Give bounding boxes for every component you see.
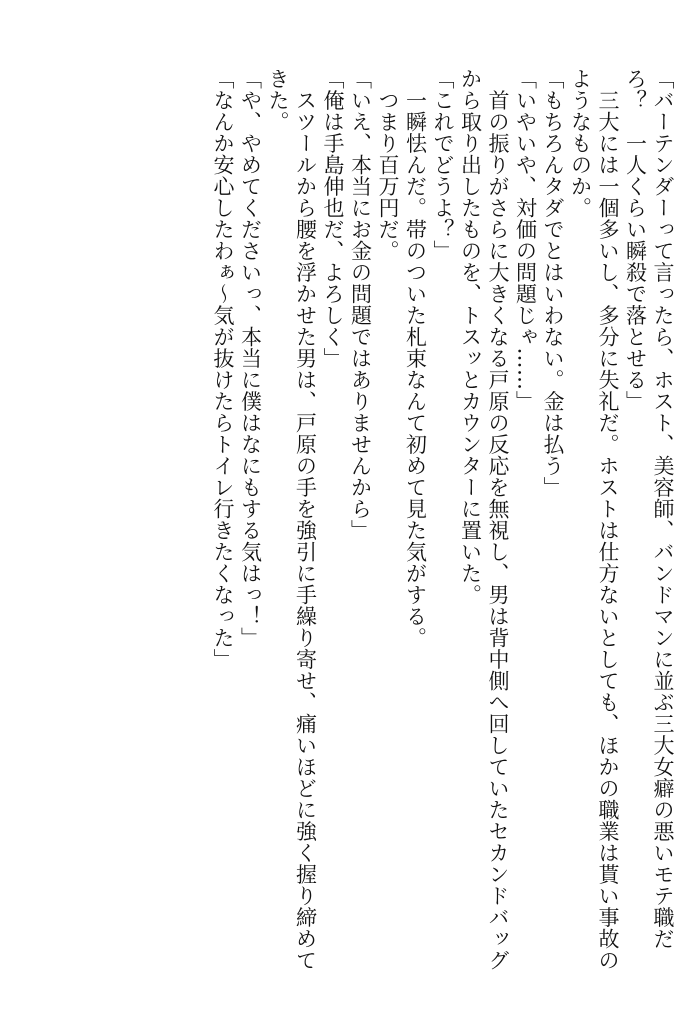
text-line: 「いえ、本当にお金の問題ではありませんから」 bbox=[348, 68, 373, 541]
text-line: 「これでどうよ？」 bbox=[431, 68, 455, 262]
text-line: 首の振りがさらに大きくなる戸原の反応を無視し、男は背中側へ回していたセカンドバッグ bbox=[486, 68, 510, 971]
text-line: ようなものか。 bbox=[568, 68, 593, 219]
text-line: 一瞬怯んだ。帯のついた札束なんて初めて見た気がする。 bbox=[403, 68, 428, 649]
text-line: 「なんか安心したわぁ〜気が抜けたらトイレ行きたくなった」 bbox=[211, 68, 235, 670]
text-line: 「バーテンダーって言ったら、ホスト、美容師、バンドマンに並ぶ三大女癖の悪いモテ職だ bbox=[651, 68, 675, 950]
text-line: 「いやいや、対価の問題じゃ……」 bbox=[513, 68, 538, 412]
text-line: 「や、やめてくださいっ、本当に僕はなにもする気はっ！」 bbox=[238, 68, 263, 649]
text-line: 「もちろんタダでとはいわない。金は払う」 bbox=[541, 68, 565, 498]
text-line: 「俺は手島伸也だ、よろしく」 bbox=[321, 68, 345, 369]
text-line: きた。 bbox=[266, 68, 290, 133]
text-line: スツールから腰を浮かせた男は、戸原の手を強引に手繰り寄せ、痛いほどに強く握り締めて bbox=[293, 68, 318, 971]
text-line: つまり百万円だ。 bbox=[376, 68, 400, 262]
text-line: 三大には一個多いし、多分に失礼だ。ホストは仕方ないとしても、ほかの職業は貰い事故の bbox=[596, 68, 620, 971]
text-line: から取り出したものを、トスッとカウンターに置いた。 bbox=[458, 68, 483, 606]
vertical-text-body bbox=[20, 68, 676, 988]
text-line: ろ？ 一人くらい瞬殺で落とせる」 bbox=[623, 68, 648, 412]
